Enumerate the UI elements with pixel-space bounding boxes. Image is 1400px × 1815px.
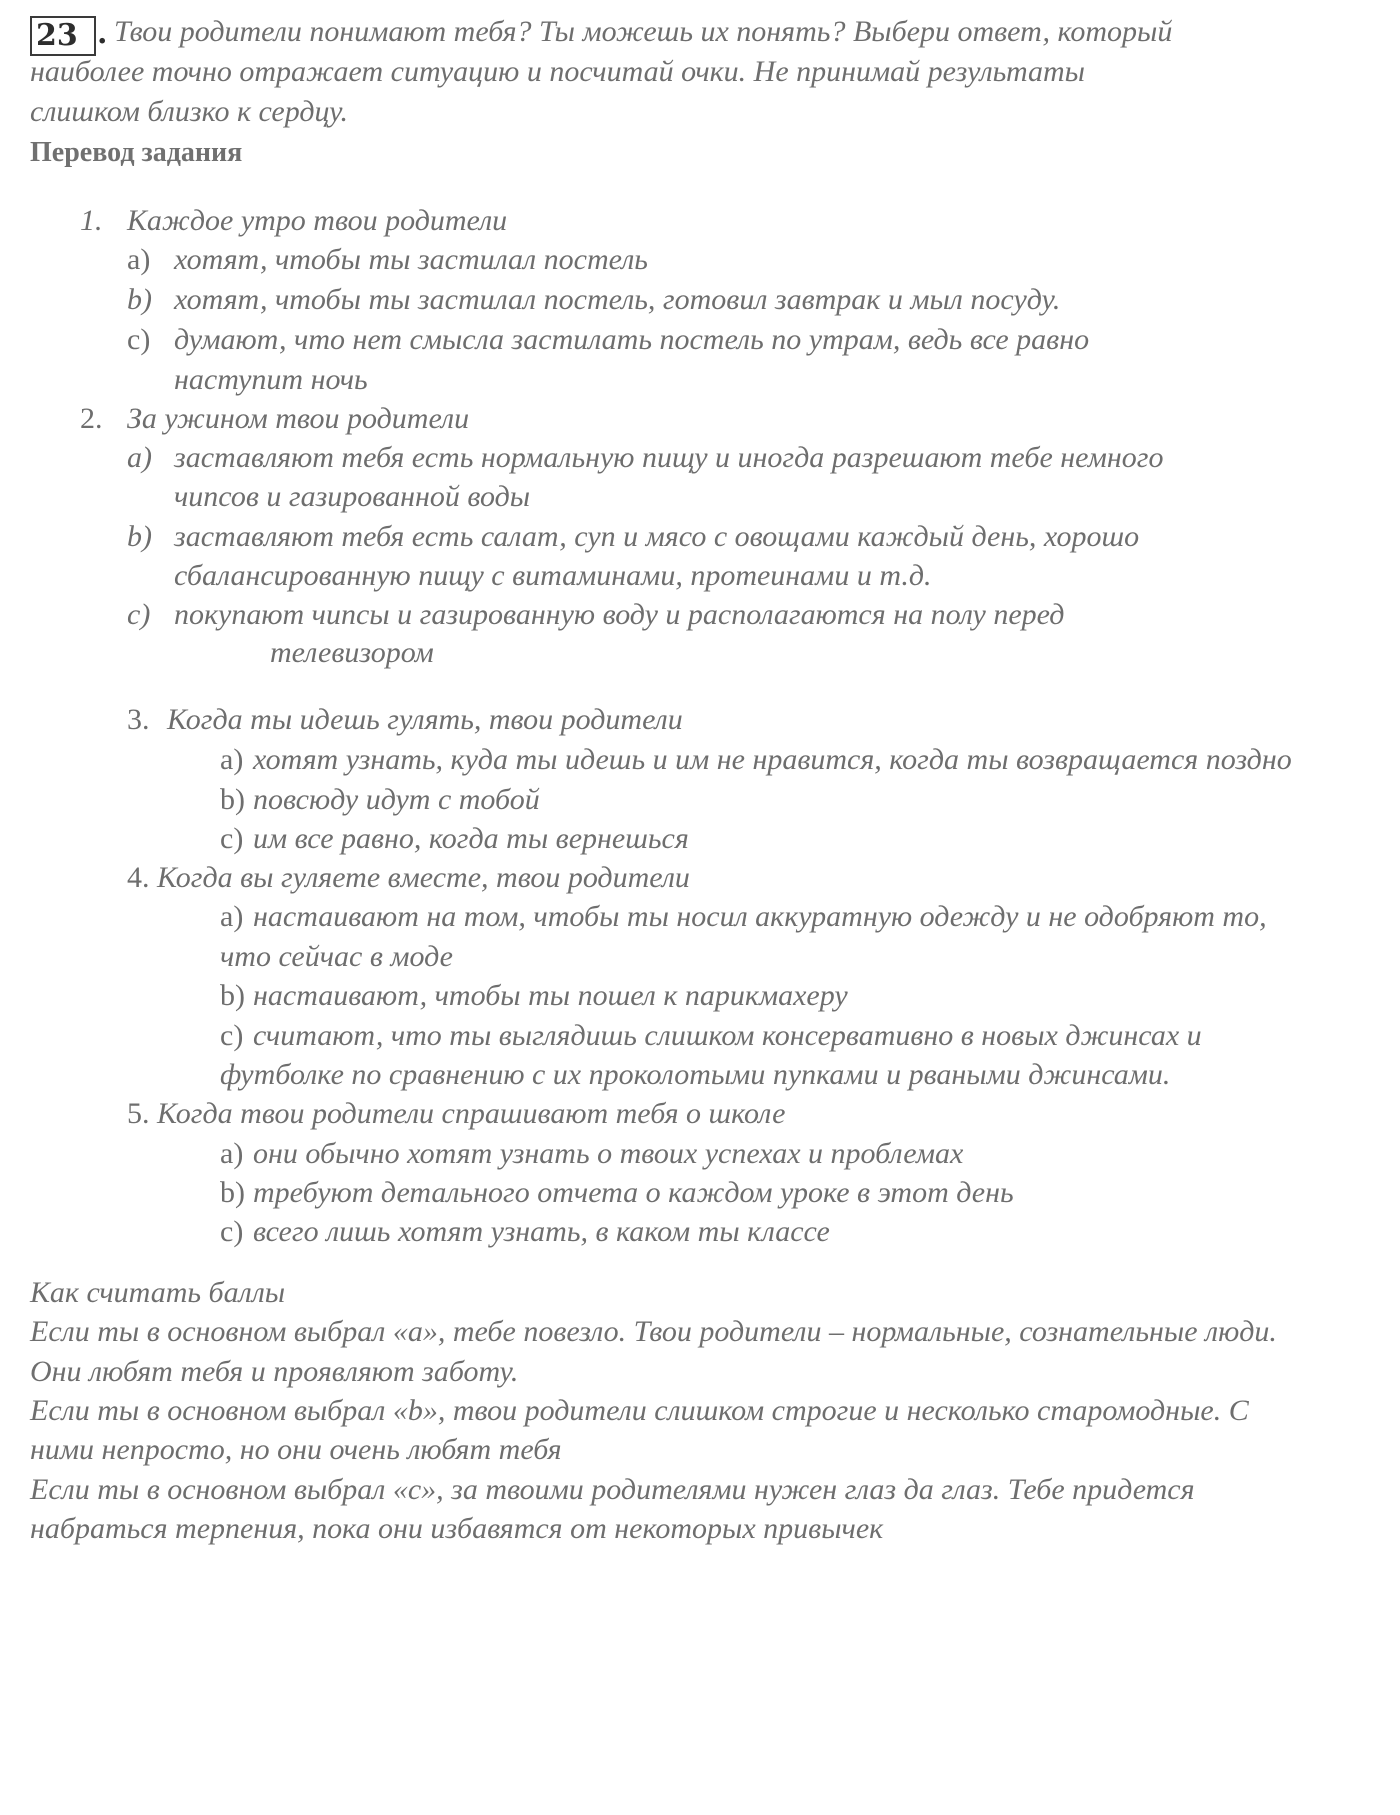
- q2-option-a-text-2: чипсов и газированной воды: [174, 480, 531, 513]
- q4-option-c-text-1: считают, что ты выглядишь слишком консервативно в новых джинсах и: [253, 1019, 1202, 1052]
- q1-option-c-text-2: наступит ночь: [174, 363, 368, 396]
- q4-option-a-text-2: что сейчас в моде: [220, 940, 453, 973]
- q2-option-c-text-1: покупают чипсы и газированную воду и располагаются на полу перед: [174, 598, 1065, 631]
- question-1-number: 1.: [80, 204, 103, 237]
- q5-option-a-text: они обычно хотят узнать о твоих успехах и проблемах: [253, 1137, 964, 1170]
- q4-option-c-text-2: футболке по сравнению с их проколотыми пупками и рваными джинсами.: [220, 1058, 1171, 1091]
- scoring-title: Как считать баллы: [30, 1276, 286, 1309]
- q5-option-c-text: всего лишь хотят узнать, в каком ты классе: [253, 1215, 830, 1248]
- q4-option-a-letter: a): [220, 900, 244, 933]
- scoring-line-4: ними непросто, но они очень любят тебя: [30, 1433, 562, 1466]
- q5-option-c-letter: c): [220, 1215, 244, 1248]
- question-2-number: 2.: [80, 402, 103, 435]
- question-5-number: 5.: [127, 1097, 150, 1130]
- q2-option-c-text-2: телевизором: [270, 636, 434, 669]
- q3-option-c-text: им все равно, когда ты вернешься: [253, 822, 689, 855]
- q2-option-b-text-1: заставляют тебя есть салат, суп и мясо с овощами каждый день, хорошо: [174, 520, 1140, 553]
- q1-option-c-text-1: думают, что нет смысла застилать постель по утрам, ведь все равно: [174, 323, 1090, 356]
- scoring-line-5: Если ты в основном выбрал «c», за твоими родителями нужен глаз да глаз. Тебе придется: [30, 1473, 1195, 1506]
- q3-option-a-letter: a): [220, 743, 244, 776]
- q3-option-b-letter: b): [220, 783, 245, 816]
- q2-option-a-text-1: заставляют тебя есть нормальную пищу и иногда разрешают тебе немного: [174, 441, 1164, 474]
- section-heading: Перевод задания: [30, 137, 243, 168]
- q5-option-a-letter: a): [220, 1137, 244, 1170]
- intro-line-1: Твои родители понимают тебя? Ты можешь их понять? Выбери ответ, который: [114, 15, 1173, 48]
- q3-option-c-letter: c): [220, 822, 244, 855]
- question-4-number: 4.: [127, 861, 150, 894]
- scoring-line-1: Если ты в основном выбрал «а», тебе повезло. Твои родители – нормальные, сознательные люди.: [30, 1315, 1277, 1348]
- q4-option-a-text-1: настаивают на том, чтобы ты носил аккуратную одежду и не одобряют то,: [253, 900, 1267, 933]
- question-1-text: Каждое утро твои родители: [127, 204, 508, 237]
- question-4-text: Когда вы гуляете вместе, твои родители: [157, 861, 690, 894]
- question-2-text: За ужином твои родители: [127, 402, 470, 435]
- q4-option-b-letter: b): [220, 979, 245, 1012]
- q1-option-b-text: хотят, чтобы ты застилал постель, готовил завтрак и мыл посуду.: [174, 283, 1061, 316]
- scoring-line-6: набраться терпения, пока они избавятся от некоторых привычек: [30, 1512, 884, 1545]
- q2-option-c-letter: c): [127, 598, 151, 631]
- q5-option-b-letter: b): [220, 1176, 245, 1209]
- q1-option-c-letter: c): [127, 323, 151, 356]
- q1-option-b-letter: b): [127, 283, 152, 316]
- q4-option-b-text: настаивают, чтобы ты пошел к парикмахеру: [253, 979, 848, 1012]
- intro-line-3: слишком близко к сердцу.: [30, 95, 349, 128]
- q1-option-a-text: хотят, чтобы ты застилал постель: [174, 243, 648, 276]
- task-number-dot: .: [97, 16, 108, 51]
- q5-option-b-text: требуют детального отчета о каждом уроке в этот день: [253, 1176, 1014, 1209]
- q3-option-b-text: повсюду идут с тобой: [253, 783, 540, 816]
- question-5-text: Когда твои родители спрашивают тебя о школе: [157, 1097, 786, 1130]
- question-3-number: 3.: [127, 703, 150, 736]
- q4-option-c-letter: c): [220, 1019, 244, 1052]
- task-number-box: 23: [30, 16, 96, 56]
- q2-option-b-letter: b): [127, 520, 152, 553]
- intro-line-2: наиболее точно отражает ситуацию и посчитай очки. Не принимай результаты: [30, 55, 1085, 88]
- question-3-text: Когда ты идешь гулять, твои родители: [167, 703, 683, 736]
- q3-option-a-text: хотят узнать, куда ты идешь и им не нравится, когда ты возвращается поздно: [253, 743, 1292, 776]
- q1-option-a-letter: a): [127, 243, 151, 276]
- q2-option-a-letter: a): [127, 441, 152, 474]
- scoring-line-2: Они любят тебя и проявляют заботу.: [30, 1355, 519, 1388]
- scoring-line-3: Если ты в основном выбрал «b», твои родители слишком строгие и несколько старомодные. С: [30, 1394, 1249, 1427]
- q2-option-b-text-2: сбалансированную пищу с витаминами, протеинами и т.д.: [174, 559, 932, 592]
